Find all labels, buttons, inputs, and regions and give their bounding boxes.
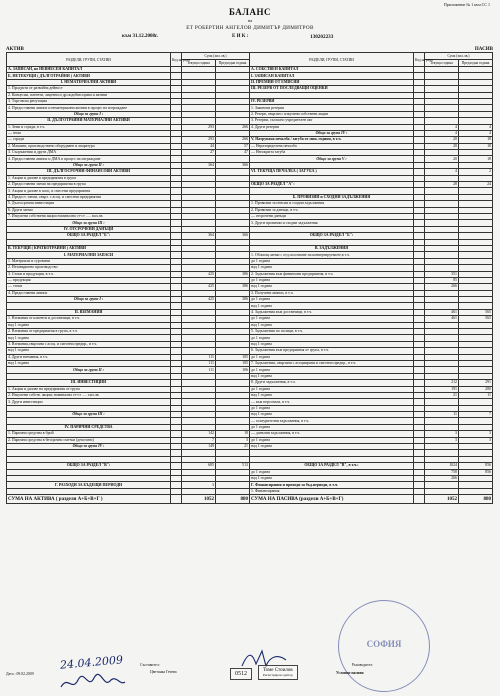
- right-current-value: 28: [425, 182, 459, 188]
- auditor-stamp-name: Томе Стоилов: [263, 668, 293, 673]
- left-item-label: 2. Незавършено производство: [7, 265, 171, 271]
- left-item-label: — продукция: [7, 277, 171, 283]
- left-previous-value: 57: [216, 143, 250, 149]
- left-item-label: 2. Вземания от предприятия в група, в т.ч.: [7, 329, 171, 335]
- right-item-label: 2. Задължения към финансови предприятия, в т.ч.: [250, 271, 414, 277]
- seal-city: СОФИЯ: [366, 639, 402, 649]
- left-previous-value: 386: [216, 271, 250, 277]
- table-header-row-1: [7, 53, 493, 60]
- left-item-label: 1. Вземания от клиенти и доставчици, в т.ч.: [7, 316, 171, 322]
- preparer-label: Съставител:: [140, 663, 160, 667]
- right-item-label: 4. Други резерви: [250, 124, 414, 130]
- manager-label: Ръководител: [352, 663, 373, 667]
- left-row-code: [171, 495, 182, 504]
- left-item-label: 1. Продукти от развойна дейност: [7, 86, 171, 92]
- right-item-label: — Неразпределена печалба: [250, 143, 414, 149]
- left-item-label: — стоки: [7, 284, 171, 290]
- right-item-label: III. РЕЗЕРВ ОТ ПОСЛЕДВАЩИ ОЦЕНКИ: [250, 86, 414, 92]
- left-previous-value: 266: [216, 137, 250, 143]
- handwritten-date: 24.04.2009: [59, 653, 124, 672]
- preparer-name: Цветанка Гечева: [150, 670, 177, 674]
- right-previous-value: 18: [459, 143, 493, 149]
- right-previous-value: 291: [459, 380, 493, 386]
- left-previous-value: 18: [216, 431, 250, 437]
- right-item-label: II. ПРЕМИИ ОТ ЕМИСИИ: [250, 79, 414, 85]
- right-item-label: 3. Други провизии и сходни задължения: [250, 220, 414, 226]
- left-item-label: 4. Предоставени аванси и ДМА в процес на изграждане: [7, 156, 171, 162]
- right-item-label: ОБЩО ЗА РАЗДЕЛ "Б":: [250, 233, 414, 239]
- left-previous-value: 880: [216, 495, 250, 504]
- left-item-label: Общо за група I :: [7, 111, 171, 117]
- header-current-right: Текуща година: [425, 60, 459, 67]
- right-previous-value: 856: [459, 463, 493, 469]
- right-item-label: над 1 година: [250, 444, 414, 450]
- left-current-value: 44: [182, 143, 216, 149]
- left-item-label: IV. ПАРИЧНИ СРЕДСТВА: [7, 424, 171, 430]
- appendix-note: Приложение № 1 към СС 1: [443, 2, 490, 7]
- left-item-label: Общо за група III :: [7, 220, 171, 226]
- header-code-right: Код на реда: [414, 53, 425, 67]
- right-item-label: 1. Облигац.заеми с отд.посочване на конвертируемите,в т.ч.: [250, 252, 414, 258]
- right-item-label: до 1 година: [250, 258, 414, 264]
- document-title: БАЛАНС: [228, 7, 272, 17]
- right-item-label: ОБЩО ЗА РАЗДЕЛ "А":: [250, 182, 414, 188]
- right-previous-value: 18: [459, 156, 493, 162]
- right-current-value: 11: [425, 412, 459, 418]
- left-item-label: I. МАТЕРИАЛНИ ЗАПАСИ: [7, 252, 171, 258]
- left-item-label: III. ИНВЕСТИЦИИ: [7, 380, 171, 386]
- liabilities-heading: ПАСИВ: [474, 47, 493, 52]
- right-item-label: — отсрочени данъци: [250, 213, 414, 219]
- left-item-label: Общо за група III :: [7, 412, 171, 418]
- left-item-label: А. ЗАПИСАН, но НЕВНЕСЕН КАПИТАЛ: [7, 67, 171, 73]
- report-date: към 31.12.2008г.: [122, 34, 158, 39]
- right-previous-value: 11: [459, 392, 493, 398]
- left-current-value: 293: [182, 137, 216, 143]
- right-previous-value: 856: [459, 469, 493, 475]
- conditional-liabilities-note: Условни пасиви: [336, 671, 364, 675]
- left-current-value: 1052: [182, 495, 216, 504]
- auditor-stamp-code: 0512: [235, 671, 247, 677]
- right-item-label: Общо за група V :: [250, 156, 414, 162]
- right-item-label: А. СОБСТВЕН КАПИТАЛ: [250, 67, 414, 73]
- left-item-label: СУМА НА АКТИВА ( раздели А+Б+В+Г ): [7, 495, 171, 504]
- left-item-label: 1. Материали и суровини: [7, 258, 171, 264]
- header-current-left: Текуща година: [182, 60, 216, 67]
- left-previous-value: 366: [216, 233, 250, 239]
- header-sections-right: РАЗДЕЛИ, ГРУПИ, СТАТИИ: [250, 53, 414, 67]
- left-previous-value: 47: [216, 150, 250, 156]
- left-item-label: 3. Съоръжения и други ДМА: [7, 150, 171, 156]
- company-seal: [338, 600, 430, 692]
- left-item-label: 2. Концесии, патенти, лицензи и др.подобни права и активи: [7, 92, 171, 98]
- left-current-value: 111: [182, 367, 216, 373]
- left-current-value: 3: [182, 482, 216, 488]
- left-item-label: 4. Предост. заеми, свърз. с асоц. и смесени предприятия: [7, 194, 171, 200]
- header-previous-left: Предходна година: [216, 60, 250, 67]
- left-current-value: 425: [182, 284, 216, 290]
- left-item-label: 6. Други заеми: [7, 207, 171, 213]
- right-item-label: VI. ТЕКУЩА ПЕЧАЛБА ( ЗАГУБА ): [250, 169, 414, 175]
- left-current-value: 364: [182, 162, 216, 168]
- left-item-label: Общо за група II :: [7, 367, 171, 373]
- left-current-value: 293: [182, 124, 216, 130]
- left-current-value: 142: [182, 431, 216, 437]
- right-previous-value: 565: [459, 309, 493, 315]
- left-item-label: 2. Машини, производствено оборудване и апаратура: [7, 143, 171, 149]
- left-current-value: 364: [182, 233, 216, 239]
- right-item-label: 6. Задължения към предприятия от група, в т.ч.: [250, 348, 414, 354]
- left-item-label: 3. Други инвестиции: [7, 399, 171, 405]
- left-item-label: Общо за група II :: [7, 162, 171, 168]
- balance-table: [6, 52, 493, 504]
- header-sums-left: Сума (хил.лв.): [182, 53, 250, 60]
- left-current-value: 111: [182, 360, 216, 366]
- eik-label: Е И К :: [232, 34, 249, 39]
- right-previous-value: 2: [459, 169, 493, 175]
- right-item-label: Б. ПРОВИЗИИ и СХОДНИ ЗАДЪЛЖЕНИЯ: [250, 194, 414, 200]
- right-item-label: до 1 година: [250, 405, 414, 411]
- left-item-label: 1. Акции и дялове в предприятия в група: [7, 175, 171, 181]
- right-item-label: — Непокрита загуба: [250, 150, 414, 156]
- right-current-value: 1024: [425, 463, 459, 469]
- header-code-left: Код на реда: [171, 53, 182, 67]
- right-item-label: до 1 година: [250, 354, 414, 360]
- auditor-stamp: [230, 668, 252, 680]
- auditor-stamp-title: Регистриран одитор: [263, 673, 293, 677]
- right-item-label: — данъчни задължения, в т.ч.: [250, 431, 414, 437]
- right-item-label: до 1 година: [250, 437, 414, 443]
- right-item-label: IV. РЕЗЕРВИ: [250, 98, 414, 104]
- left-item-label: Г. РАЗХОДИ ЗА БЪДЕЩИ ПЕРИОДИ: [7, 482, 171, 488]
- assets-heading: АКТИВ: [6, 47, 24, 52]
- right-item-label: V. Натрупана печалба / загуба от мин. години, в т.ч.: [250, 137, 414, 143]
- right-current-value: 461: [425, 316, 459, 322]
- left-item-label: 1. Акции и дялове на предприятия от група: [7, 386, 171, 392]
- right-item-label: до 1 година: [250, 367, 414, 373]
- right-current-value: 351: [425, 271, 459, 277]
- preparer-signature: [58, 672, 128, 694]
- right-current-value: 20: [425, 156, 459, 162]
- left-item-label: 4. Предоставени аванси и нематериални активи в процес на изграждане: [7, 105, 171, 111]
- left-previous-value: 106: [216, 367, 250, 373]
- right-item-label: до 1 година: [250, 424, 414, 430]
- left-current-value: 149: [182, 444, 216, 450]
- table-row: [7, 495, 493, 504]
- right-item-label: до 1 година: [250, 469, 414, 475]
- left-item-label: 2. Изкупени собств. акции; номинална ст-ст ..... хил.лв.: [7, 392, 171, 398]
- table-body: [7, 67, 493, 504]
- left-item-label: над 1 година: [7, 322, 171, 328]
- left-item-label: IV. ОТСРОЧЕНИ ДАНЪЦИ: [7, 226, 171, 232]
- left-item-label: Б. НЕТЕКУЩИ ( ДЪЛГОТРАЙНИ ) АКТИВИ: [7, 73, 171, 79]
- right-current-value: 461: [425, 309, 459, 315]
- left-item-label: над 1 година: [7, 360, 171, 366]
- left-previous-value: 366: [216, 162, 250, 168]
- left-item-label: 2. Предоставени заеми на предприятия в група: [7, 182, 171, 188]
- right-item-label: до 1 година: [250, 277, 414, 283]
- right-current-value: 191: [425, 386, 459, 392]
- left-item-label: ОБЩО ЗА РАЗДЕЛ "Б":: [7, 233, 171, 239]
- right-current-value: 3: [425, 431, 459, 437]
- right-item-label: до 1 година: [250, 316, 414, 322]
- right-item-label: 4. Задължения към доставчици, в т.ч.: [250, 309, 414, 315]
- left-previous-value: 105: [216, 354, 250, 360]
- left-item-label: 2. Парични средства в безсрочни сметки (депозити): [7, 437, 171, 443]
- right-current-value: 4: [425, 124, 459, 130]
- right-current-value: 1052: [425, 495, 459, 504]
- left-item-label: I. НЕМАТЕРИАЛНИ АКТИВИ: [7, 79, 171, 85]
- left-previous-value: 266: [216, 124, 250, 130]
- right-previous-value: 24: [459, 182, 493, 188]
- right-item-label: 1. Провизии за пенсии и сходни задължения: [250, 201, 414, 207]
- right-item-label: над 1 година: [250, 476, 414, 482]
- right-item-label: над 1 година: [250, 322, 414, 328]
- company-name: ЕТ РОБЕРТИН АНГЕЛОВ ДИМИТЪР ДИМИТРОВ: [186, 25, 314, 31]
- left-item-label: В. ТЕКУЩИ ( КРАТКОТРАЙНИ ) АКТИВИ: [7, 245, 171, 251]
- left-previous-value: 386: [216, 297, 250, 303]
- right-previous-value: 280: [459, 386, 493, 392]
- left-previous-value: 386: [216, 284, 250, 290]
- left-current-value: 7: [182, 437, 216, 443]
- right-previous-value: 18: [459, 137, 493, 143]
- left-current-value: 111: [182, 354, 216, 360]
- right-item-label: 3. Получени аванси, в т.ч.: [250, 290, 414, 296]
- left-item-label: над 1 година: [7, 335, 171, 341]
- right-item-label: до 1 година: [250, 386, 414, 392]
- right-item-label: 1. Законови резерви: [250, 105, 414, 111]
- left-item-label: — земи: [7, 130, 171, 136]
- right-item-label: В. ЗАДЪЛЖЕНИЯ: [250, 245, 414, 251]
- right-current-value: 85: [425, 277, 459, 283]
- left-item-label: Общо за група IV :: [7, 444, 171, 450]
- right-item-label: Общо за група IV :: [250, 130, 414, 136]
- right-item-label: над 1 година: [250, 265, 414, 271]
- right-item-label: 7. Задължения, свързани с асоциирани и смесени предпр., в т.ч.: [250, 360, 414, 366]
- right-current-value: 4: [425, 169, 459, 175]
- right-item-label: до 1 година: [250, 335, 414, 341]
- right-item-label: 2. Провизии за данъци, в т.ч.: [250, 207, 414, 213]
- footer-date: Дата : 09.02.2009: [6, 672, 34, 676]
- right-current-value: 212: [425, 380, 459, 386]
- left-item-label: 1. Парични средства в брой: [7, 431, 171, 437]
- right-previous-value: 880: [459, 495, 493, 504]
- right-item-label: над 1 година: [250, 303, 414, 309]
- left-previous-value: 3: [216, 437, 250, 443]
- left-item-label: 3. Вземания,свързани с асоц. и смесени предпр., в т.ч.: [7, 341, 171, 347]
- right-current-value: 20: [425, 143, 459, 149]
- right-current-value: 266: [425, 284, 459, 290]
- left-current-value: 425: [182, 271, 216, 277]
- right-item-label: Г. Финансирания и приходи за бъд.периоди, в т.ч.: [250, 482, 414, 488]
- right-previous-value: 3: [459, 431, 493, 437]
- right-item-label: — осигурителни задължения, в т.ч.: [250, 418, 414, 424]
- right-item-label: СУМА НА ПАСИВА (раздели А+Б+В+Г): [250, 495, 414, 504]
- right-current-value: 20: [425, 137, 459, 143]
- eik-value: 130202233: [310, 34, 334, 40]
- right-previous-value: 4: [459, 130, 493, 136]
- right-item-label: — към персонала, в т.ч.: [250, 399, 414, 405]
- right-previous-value: 7: [459, 412, 493, 418]
- left-current-value: 27: [182, 150, 216, 156]
- right-item-label: 1. Финансирания: [250, 488, 414, 494]
- header-sums-right: Сума (хил.лв.): [425, 53, 493, 60]
- right-item-label: до 1 година: [250, 297, 414, 303]
- left-item-label: Общо за група I :: [7, 297, 171, 303]
- right-item-label: I. ЗАПИСАН КАПИТАЛ: [250, 73, 414, 79]
- header-previous-right: Предходна година: [459, 60, 493, 67]
- right-previous-value: 4: [459, 124, 493, 130]
- right-item-label: над 1 година: [250, 284, 414, 290]
- right-item-label: 3. Резерви, съгласно учредителен акт: [250, 118, 414, 124]
- left-item-label: 3. Търговска репутация: [7, 98, 171, 104]
- left-item-label: 4. Други вземания, в т.ч.: [7, 354, 171, 360]
- left-previous-value: 105: [216, 360, 250, 366]
- left-item-label: 3. Стоки и продукция, в т.ч.: [7, 271, 171, 277]
- left-item-label: ОБЩО ЗА РАЗДЕЛ "В":: [7, 463, 171, 469]
- left-item-label: III. ДЪЛГОСРОЧНИ ФИНАНСОВИ АКТИВИ: [7, 169, 171, 175]
- right-current-value: 266: [425, 476, 459, 482]
- left-item-label: 7. Изкупени собствени акции номинална ст-ст ..... хил.лв.: [7, 213, 171, 219]
- right-item-label: над 1 година: [250, 412, 414, 418]
- right-current-value: 4: [425, 130, 459, 136]
- right-previous-value: 3: [459, 437, 493, 443]
- left-item-label: 3. Акции и дялове в асоц. и смесени предприятия: [7, 188, 171, 194]
- right-current-value: 3: [425, 437, 459, 443]
- auditor-name-stamp: [258, 665, 298, 680]
- title-preposition: на: [247, 18, 253, 23]
- left-current-value: 425: [182, 297, 216, 303]
- left-item-label: 4. Предоставени аванси: [7, 290, 171, 296]
- right-item-label: над 1 година: [250, 373, 414, 379]
- left-item-label: 1. Земи и сгради, в т.ч.: [7, 124, 171, 130]
- right-item-label: 8. Други задължения, в т.ч.: [250, 380, 414, 386]
- left-item-label: — сгради: [7, 137, 171, 143]
- left-previous-value: 513: [216, 463, 250, 469]
- right-item-label: ОБЩО ЗА РАЗДЕЛ "В", в т.ч.:: [250, 463, 414, 469]
- right-item-label: над 1 година: [250, 392, 414, 398]
- left-item-label: над 1 година: [7, 348, 171, 354]
- right-previous-value: 565: [459, 316, 493, 322]
- right-item-label: 2. Резерв, свързан с изкупени собствени акции: [250, 111, 414, 117]
- right-item-label: над 1 година: [250, 341, 414, 347]
- right-item-label: 5. Задължения по полици, в т.ч.: [250, 329, 414, 335]
- left-previous-value: 21: [216, 444, 250, 450]
- right-current-value: 21: [425, 392, 459, 398]
- left-item-label: II. ДЪЛГОТРАЙНИ МАТЕРИАЛНИ АКТИВИ: [7, 118, 171, 124]
- right-current-value: 758: [425, 469, 459, 475]
- left-item-label: II. ВЗЕМАНИЯ: [7, 309, 171, 315]
- left-current-value: 685: [182, 463, 216, 469]
- left-item-label: 5. Дългосрочни инвестиции: [7, 201, 171, 207]
- right-row-code: [414, 495, 425, 504]
- header-sections-left: РАЗДЕЛИ, ГРУПИ, СТАТИИ: [7, 53, 171, 67]
